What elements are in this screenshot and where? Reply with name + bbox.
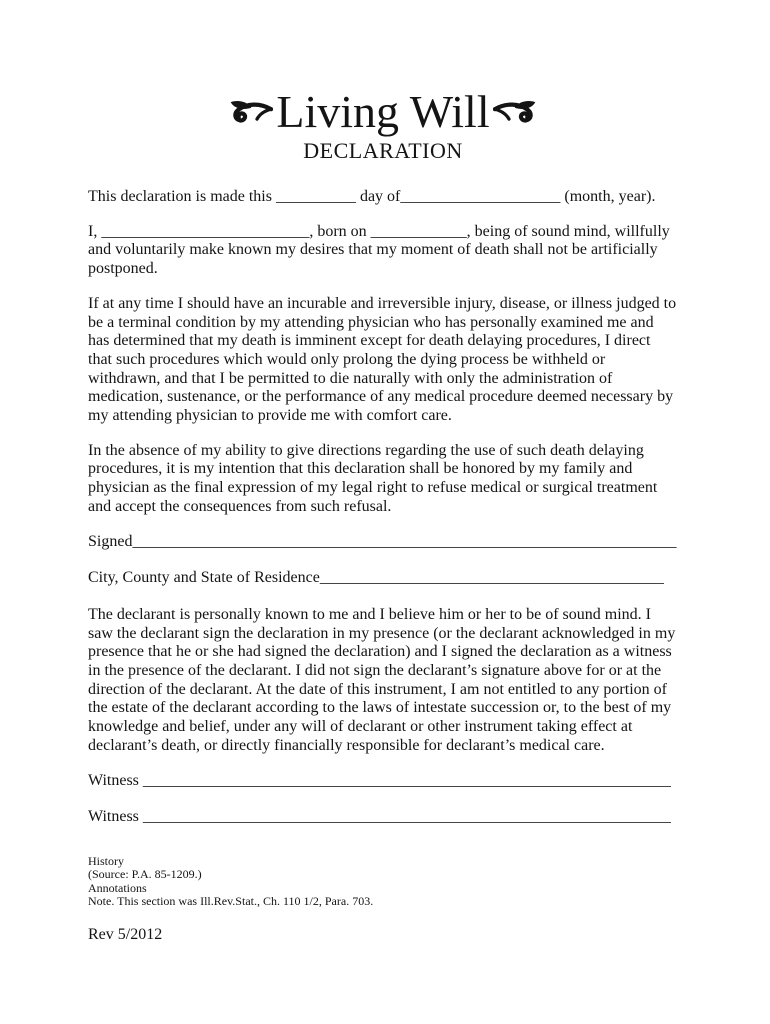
intro-paragraph xyxy=(88,223,678,279)
history-annotations-block xyxy=(88,855,678,909)
birth-date-blank[interactable]: ____________ xyxy=(370,222,467,240)
terminal-condition-paragraph: If at any time I should have an incurable and irreversible injury, disease, or illness judged to be a terminal condition by my attending physician who has personally examined me and has determined that my death is imminent except for death delaying procedures, I direct that such procedures which would only prolong the dying process be withheld or withdrawn, and that I be permitted to die naturally with only the administration of medication, sustenance, or the performance of any medical procedure deemed necessary by my attending physician to provide me with comfort care. xyxy=(88,294,677,425)
residence-blank[interactable]: ___________________________________________ xyxy=(319,569,664,587)
source-note: (Source: P.A. 85-1209.) xyxy=(88,867,202,882)
born-connector: , born on xyxy=(309,222,371,240)
intro-prefix: I, xyxy=(88,222,102,240)
signed-label: Signed xyxy=(88,532,133,550)
signed-blank[interactable]: ____________________________________________________________________ xyxy=(132,532,677,550)
residence-label: City, County and State of Residence xyxy=(88,569,320,587)
witness-1-blank[interactable]: __________________________________________________________________ xyxy=(142,771,671,789)
date-line-prefix: This declaration is made this xyxy=(88,188,276,205)
page-title xyxy=(88,86,678,138)
signed-line xyxy=(88,533,678,552)
witness-2-blank[interactable]: __________________________________________________________________ xyxy=(142,808,671,826)
statute-note: Note. This section was Ill.Rev.Stat., Ch. 110 1/2, Para. 703. xyxy=(88,894,374,909)
revision-label: Rev 5/2012 xyxy=(88,925,163,943)
fleuron-left-icon xyxy=(226,100,273,124)
date-line-connector: day of xyxy=(355,188,401,205)
declarant-name-blank[interactable]: __________________________ xyxy=(101,222,310,240)
title-text: Living Will xyxy=(276,86,490,137)
witness-line-1 xyxy=(88,772,678,791)
date-line-suffix: (month, year). xyxy=(560,188,656,205)
fleuron-right-icon xyxy=(493,100,540,124)
witness-line-2 xyxy=(88,808,678,827)
absence-paragraph: In the absence of my ability to give directions regarding the use of such death delaying procedures, it is my intention that this declaration shall be honored by my family and physician as the final expression of my legal right to refuse medical or surgical treatment and accept the consequences from such refusal. xyxy=(88,441,658,515)
month-year-blank[interactable]: ____________________ xyxy=(400,188,561,205)
annotations-label: Annotations xyxy=(88,880,147,895)
history-label: History xyxy=(88,853,124,868)
intro-suffix: , being of sound mind, willfully and voluntarily make known my desires that my moment of death shall not be artificially postponed. xyxy=(88,222,670,278)
witness-2-label: Witness xyxy=(88,808,143,826)
witness-statement-paragraph: The declarant is personally known to me and I believe him or her to be of sound mind. I saw the declarant sign the declaration in my presence (or the declarant acknowledged in my presence that he or she had signed the declaration) and I signed the declaration as a witness in the presence of the declarant. I did not sign the declarant’s signature above for or at the direction of the declarant. At the date of this instrument, I am not entitled to any portion of the estate of the declarant according to the laws of intestate succession or, to the best of my knowledge and belief, under any will of declarant or other instrument taking effect at declarant’s death, or directly financially responsible for declarant’s medical care. xyxy=(88,605,676,754)
residence-line xyxy=(88,569,678,588)
document-subtitle: DECLARATION xyxy=(303,138,463,163)
day-blank[interactable]: __________ xyxy=(275,188,356,205)
witness-1-label: Witness xyxy=(88,771,143,789)
date-line xyxy=(88,188,678,207)
